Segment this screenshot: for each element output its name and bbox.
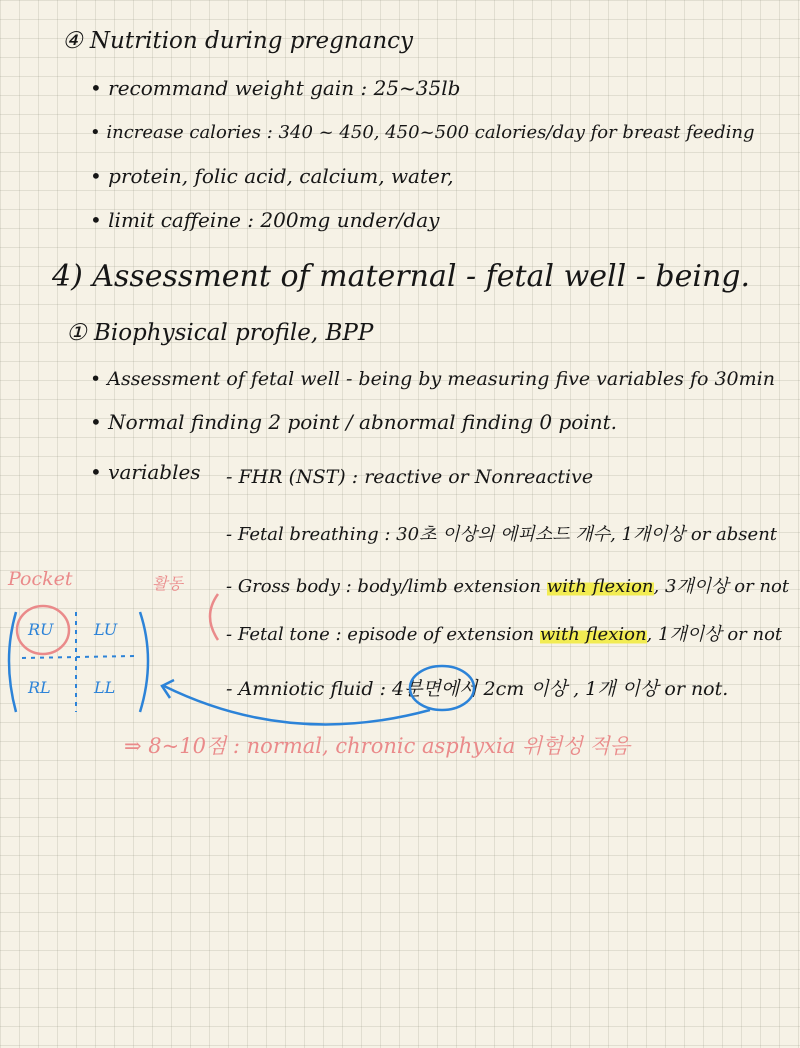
variable-name: Fetal tone	[237, 624, 330, 645]
pink-bracket	[210, 594, 218, 640]
quadrant-horizontal-divider	[22, 656, 134, 658]
highlight-with-flexion: with flexion	[546, 576, 654, 597]
variable-name: Gross body	[237, 576, 340, 597]
blue-arrow-line	[164, 686, 430, 724]
activity-note: 활동	[152, 574, 183, 593]
variable-name: Fetal breathing	[237, 524, 379, 545]
variable-desc: : episode of extension	[335, 624, 540, 645]
nutrition-bullet-weight: • recommand weight gain : 25~35lb	[90, 76, 461, 100]
ru-circle	[17, 606, 69, 654]
variable-dash: -	[226, 678, 233, 700]
bpp-heading: ① Biophysical profile, BPP	[66, 320, 374, 346]
variable-desc: : reactive or Nonreactive	[351, 466, 594, 488]
pocket-note: Pocket	[8, 568, 73, 590]
nutrition-bullet-caffeine: • limit caffeine : 200mg under/day	[90, 208, 440, 232]
variable-desc: : body/limb extension	[345, 576, 547, 597]
bpp-result-note: ⇒ 8~10점 : normal, chronic asphyxia 위험성 적음	[124, 734, 631, 758]
quadrant-right-paren	[140, 612, 148, 712]
assessment-heading: 4) Assessment of maternal - fetal well - being.	[52, 259, 751, 294]
nutrition-bullet-nutrients: • protein, folic acid, calcium, water,	[90, 164, 454, 188]
highlight-with-flexion: with flexion	[539, 624, 647, 645]
bpp-bullet-scoring: • Normal finding 2 point / abnormal finding 0 point.	[90, 410, 617, 434]
variable-name: Amniotic fluid	[238, 678, 374, 700]
quadrant-ru: RU	[28, 620, 54, 639]
variables-label: • variables	[90, 460, 201, 484]
quadrant-rl: RL	[28, 678, 51, 697]
variable-dash: -	[226, 524, 233, 545]
variable-dash: -	[226, 576, 233, 597]
quadrant-lu: LU	[94, 620, 118, 639]
variable-tail: , 1개이상 or not	[646, 624, 783, 645]
variable-dash: -	[226, 466, 233, 488]
variable-tail: , 3개이상 or not	[653, 576, 790, 597]
variable-desc: : 30초 이상의 에피소드 개수, 1개이상 or absent	[384, 524, 778, 545]
variable-name: FHR (NST)	[238, 466, 346, 488]
quadrant-ll: LL	[94, 678, 116, 697]
variable-dash: -	[226, 624, 233, 645]
bpp-bullet-assessment: • Assessment of fetal well - being by measuring five variables fo 30min	[90, 368, 775, 390]
quadrant-word-circle	[410, 666, 474, 710]
quadrant-left-paren	[9, 612, 16, 712]
nutrition-bullet-calories: • increase calories : 340 ~ 450, 450~500 calories/day for breast feeding	[90, 122, 755, 143]
nutrition-heading: ④ Nutrition during pregnancy	[62, 28, 414, 54]
variable-desc: : 4분면에서 2cm 이상 , 1개 이상 or not.	[379, 678, 729, 700]
